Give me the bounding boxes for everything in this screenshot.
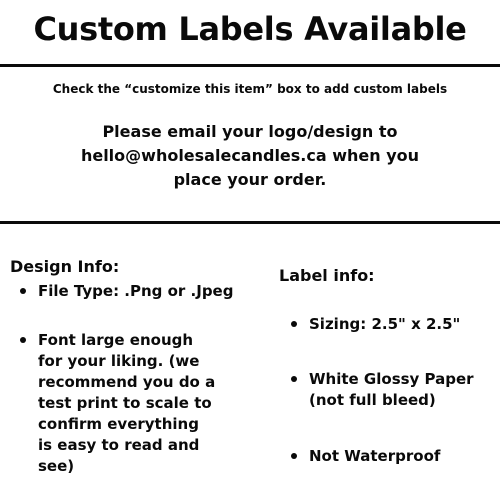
email-note: Please email your logo/design to hello@wholesalecandles.ca when you place your order. — [80, 122, 420, 189]
customize-note: Check the “customize this item” box to add custom labels — [52, 82, 448, 96]
design-info-heading: Design Info: — [10, 257, 120, 276]
design-info-item-font-size: Font large enough for your liking. (we recommend you do a test print to scale to confirm everything is easy to read and see) — [38, 330, 218, 477]
label-info-item-waterproof: Not Waterproof — [309, 446, 489, 467]
page-title: Custom Labels Available — [33, 10, 467, 48]
label-info-item-sizing: Sizing: 2.5" x 2.5" — [309, 314, 489, 335]
design-info-item-file-type: File Type: .Png or .Jpeg — [38, 282, 234, 300]
label-info-item-paper: White Glossy Paper (not full bleed) — [309, 369, 489, 411]
label-info-heading: Label info: — [279, 266, 375, 285]
